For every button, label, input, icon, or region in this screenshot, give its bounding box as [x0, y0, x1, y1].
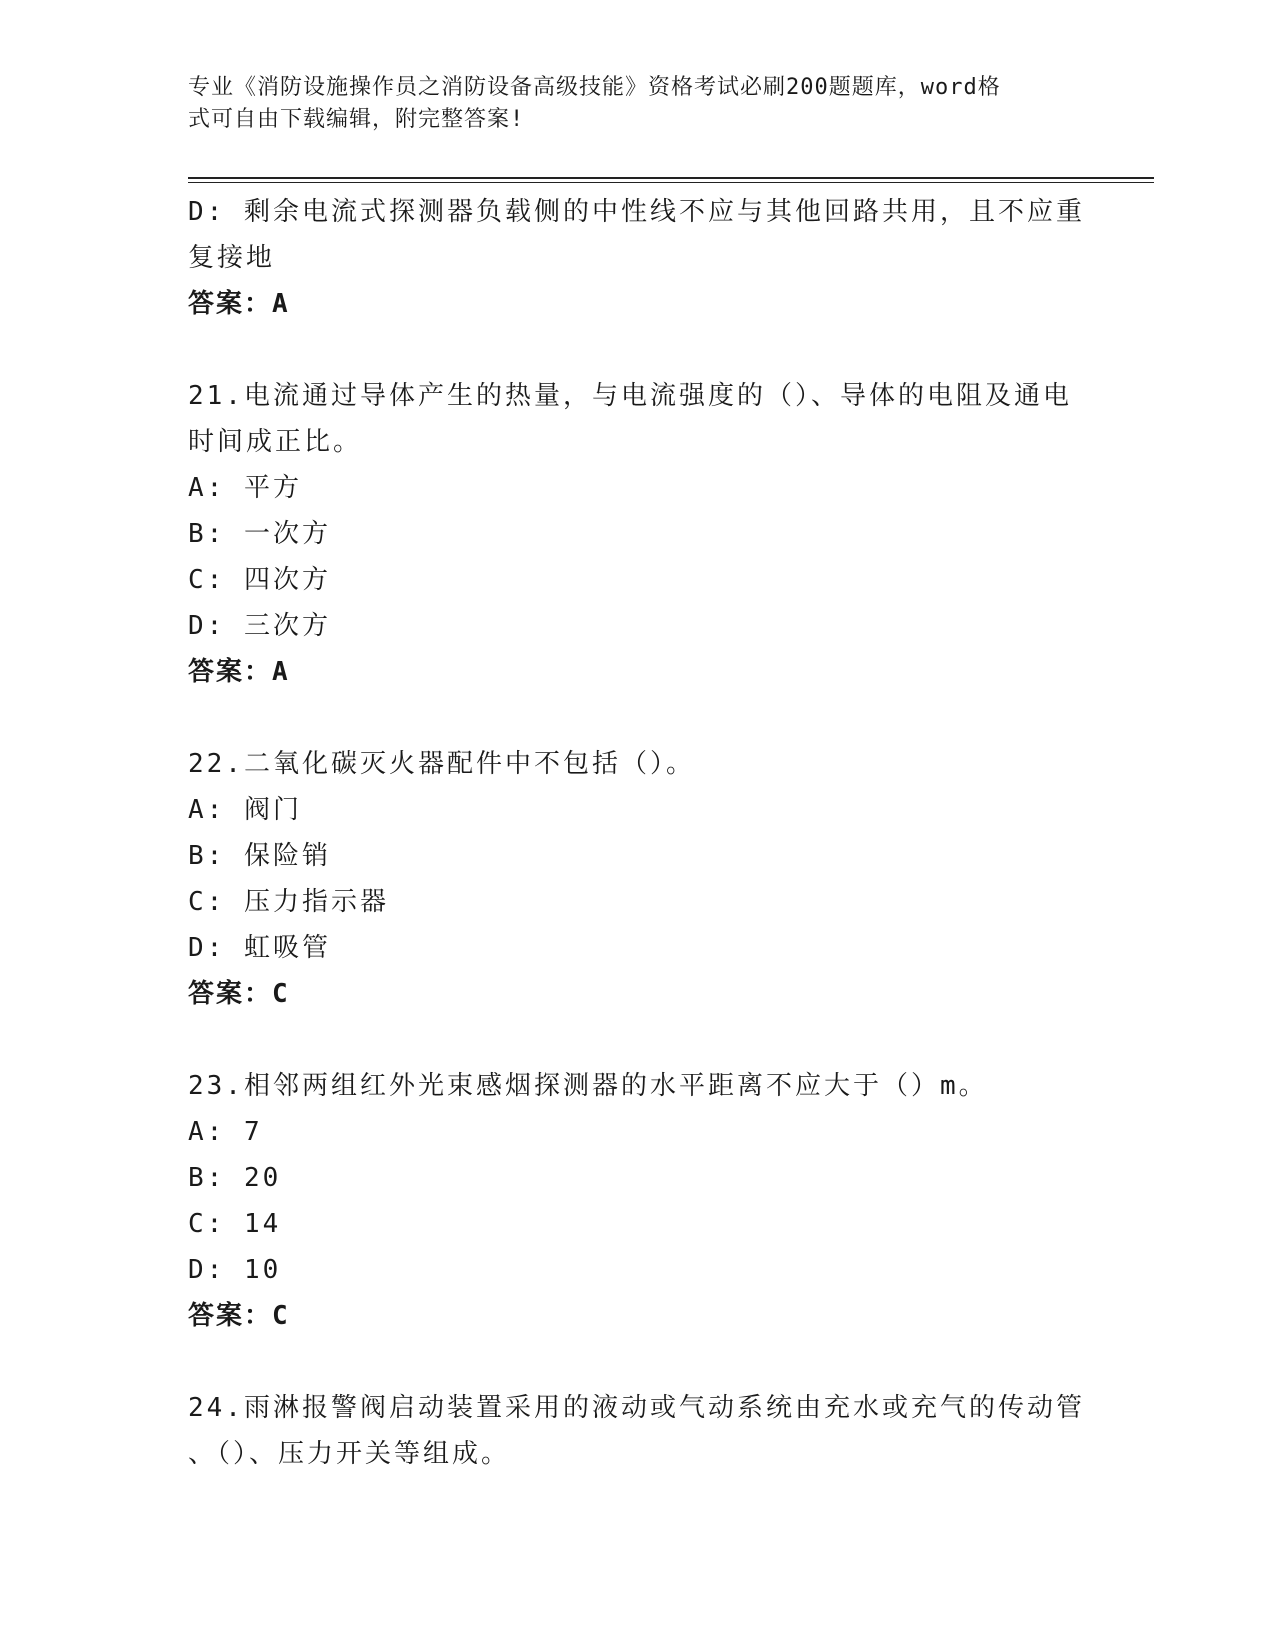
option-d: D: 三次方 [188, 611, 331, 641]
question-stem-continued: 、（）、压力开关等组成。 [188, 1439, 511, 1469]
question-list [188, 189, 1085, 1477]
option-a: A: 平方 [188, 473, 302, 503]
answer-line: 答案：A [188, 657, 290, 687]
question-stem: 24.雨淋报警阀启动装置采用的液动或气动系统由充水或充气的传动管 [188, 1393, 1085, 1423]
option-d: D: 虹吸管 [188, 933, 331, 963]
option-b: B: 保险销 [188, 841, 331, 871]
header-line-1: 专业《消防设施操作员之消防设备高级技能》资格考试必刷200题题库，word格 [188, 75, 1001, 100]
header-divider-thin [188, 182, 1154, 183]
option-d: D: 10 [188, 1255, 282, 1285]
question-stem: 23.相邻两组红外光束感烟探测器的水平距离不应大于（）m。 [188, 1071, 988, 1101]
question-23 [188, 1063, 1078, 1339]
answer-line: 答案：A [188, 289, 290, 319]
question-stem: 22.二氧化碳灭火器配件中不包括（）。 [188, 749, 695, 779]
option-c: C: 14 [188, 1209, 282, 1239]
option-c: C: 四次方 [188, 565, 331, 595]
answer-line: 答案：C [188, 979, 290, 1009]
question-21 [188, 373, 1078, 695]
option-d: D: 剩余电流式探测器负载侧的中性线不应与其他回路共用，且不应重 [188, 197, 1085, 227]
header-line-2: 式可自由下载编辑，附完整答案! [188, 107, 525, 132]
question-22 [188, 741, 1078, 1017]
answer-line: 答案：C [188, 1301, 290, 1331]
question-stem: 21.电流通过导体产生的热量，与电流强度的（）、导体的电阻及通电 [188, 381, 1072, 411]
question-24 [188, 1385, 1085, 1477]
document-header [188, 72, 1068, 136]
header-divider-thick [188, 177, 1154, 179]
question-20-tail [188, 189, 1085, 327]
option-a: A: 阀门 [188, 795, 302, 825]
option-b: B: 20 [188, 1163, 282, 1193]
option-b: B: 一次方 [188, 519, 331, 549]
option-c: C: 压力指示器 [188, 887, 389, 917]
option-d-continued: 复接地 [188, 243, 276, 273]
option-a: A: 7 [188, 1117, 263, 1147]
question-stem-continued: 时间成正比。 [188, 427, 363, 457]
